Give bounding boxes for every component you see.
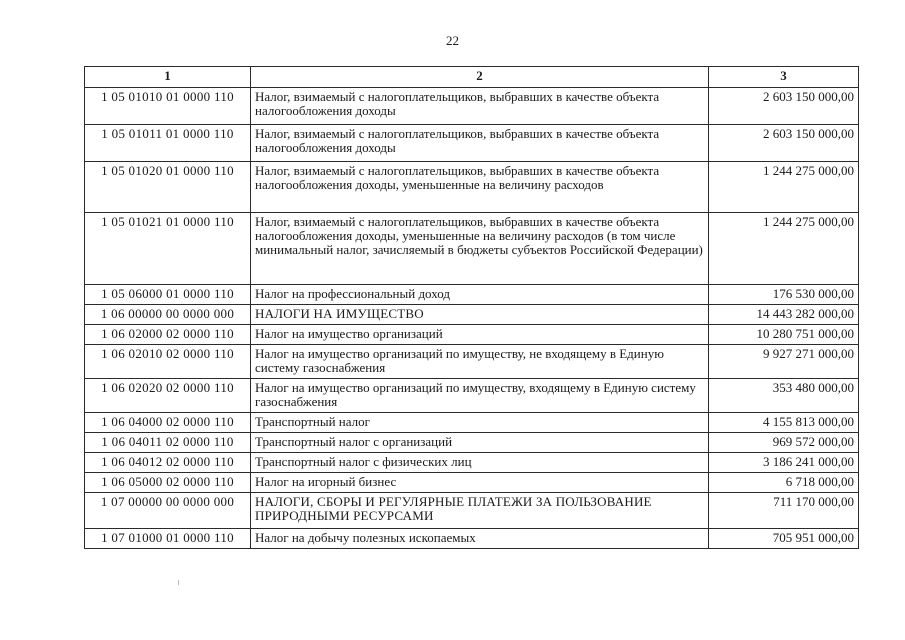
- row-code: 1 06 02000 02 0000 110: [85, 325, 251, 345]
- row-code: 1 05 01010 01 0000 110: [85, 88, 251, 125]
- table-row: [85, 379, 859, 413]
- row-amount: 6 718 000,00: [709, 473, 859, 493]
- row-name: Налог на профессиональный доход: [251, 285, 709, 305]
- row-name: Налог на имущество организаций по имуществу, не входящему в Единую систему газоснабжения: [251, 345, 709, 379]
- table-row: [85, 213, 859, 285]
- table-row: [85, 529, 859, 549]
- row-code: 1 06 04000 02 0000 110: [85, 413, 251, 433]
- scan-mark: [178, 580, 179, 585]
- table-row: [85, 345, 859, 379]
- row-code: 1 06 00000 00 0000 000: [85, 305, 251, 325]
- row-name: Транспортный налог с физических лиц: [251, 453, 709, 473]
- row-amount: 1 244 275 000,00: [709, 213, 859, 285]
- row-name: Налог, взимаемый с налогоплательщиков, выбравших в качестве объекта налогообложения доходы, уменьшенные на величину расходов (в том числе минимальный налог, зачисляемый в бюджеты субъектов Российской Федерации): [251, 213, 709, 285]
- table-row: [85, 305, 859, 325]
- row-name: НАЛОГИ НА ИМУЩЕСТВО: [251, 305, 709, 325]
- row-name: Налог, взимаемый с налогоплательщиков, выбравших в качестве объекта налогообложения доходы: [251, 88, 709, 125]
- table-row: [85, 473, 859, 493]
- row-amount: 9 927 271 000,00: [709, 345, 859, 379]
- row-amount: 1 244 275 000,00: [709, 162, 859, 213]
- row-code: 1 06 02020 02 0000 110: [85, 379, 251, 413]
- table-row: [85, 325, 859, 345]
- table-row: [85, 285, 859, 305]
- table-row: [85, 453, 859, 473]
- table-header-row: [85, 67, 859, 88]
- table-row: [85, 433, 859, 453]
- row-code: 1 05 01021 01 0000 110: [85, 213, 251, 285]
- column-header-code: 1: [85, 67, 251, 88]
- row-amount: 176 530 000,00: [709, 285, 859, 305]
- row-name: НАЛОГИ, СБОРЫ И РЕГУЛЯРНЫЕ ПЛАТЕЖИ ЗА ПОЛЬЗОВАНИЕ ПРИРОДНЫМИ РЕСУРСАМИ: [251, 493, 709, 529]
- table-row: [85, 162, 859, 213]
- row-amount: 969 572 000,00: [709, 433, 859, 453]
- table-row: [85, 413, 859, 433]
- row-amount: 353 480 000,00: [709, 379, 859, 413]
- page-number: 22: [446, 33, 459, 48]
- revenue-table: [84, 66, 859, 549]
- row-name: Налог, взимаемый с налогоплательщиков, выбравших в качестве объекта налогообложения доходы: [251, 125, 709, 162]
- row-code: 1 06 02010 02 0000 110: [85, 345, 251, 379]
- row-name: Налог на имущество организаций: [251, 325, 709, 345]
- row-code: 1 07 01000 01 0000 110: [85, 529, 251, 549]
- row-name: Транспортный налог: [251, 413, 709, 433]
- row-code: 1 07 00000 00 0000 000: [85, 493, 251, 529]
- table-row: [85, 88, 859, 125]
- table-row: [85, 493, 859, 529]
- row-amount: 2 603 150 000,00: [709, 125, 859, 162]
- row-name: Налог на игорный бизнес: [251, 473, 709, 493]
- row-name: Налог на добычу полезных ископаемых: [251, 529, 709, 549]
- table-row: [85, 125, 859, 162]
- column-header-name: 2: [251, 67, 709, 88]
- row-name: Налог на имущество организаций по имуществу, входящему в Единую систему газоснабжения: [251, 379, 709, 413]
- row-code: 1 06 05000 02 0000 110: [85, 473, 251, 493]
- row-code: 1 05 01011 01 0000 110: [85, 125, 251, 162]
- row-amount: 14 443 282 000,00: [709, 305, 859, 325]
- row-amount: 2 603 150 000,00: [709, 88, 859, 125]
- row-amount: 705 951 000,00: [709, 529, 859, 549]
- row-amount: 10 280 751 000,00: [709, 325, 859, 345]
- row-name: Транспортный налог с организаций: [251, 433, 709, 453]
- row-amount: 3 186 241 000,00: [709, 453, 859, 473]
- row-amount: 4 155 813 000,00: [709, 413, 859, 433]
- row-amount: 711 170 000,00: [709, 493, 859, 529]
- row-name: Налог, взимаемый с налогоплательщиков, выбравших в качестве объекта налогообложения доходы, уменьшенные на величину расходов: [251, 162, 709, 213]
- row-code: 1 05 06000 01 0000 110: [85, 285, 251, 305]
- column-header-amount: 3: [709, 67, 859, 88]
- row-code: 1 06 04012 02 0000 110: [85, 453, 251, 473]
- row-code: 1 06 04011 02 0000 110: [85, 433, 251, 453]
- row-code: 1 05 01020 01 0000 110: [85, 162, 251, 213]
